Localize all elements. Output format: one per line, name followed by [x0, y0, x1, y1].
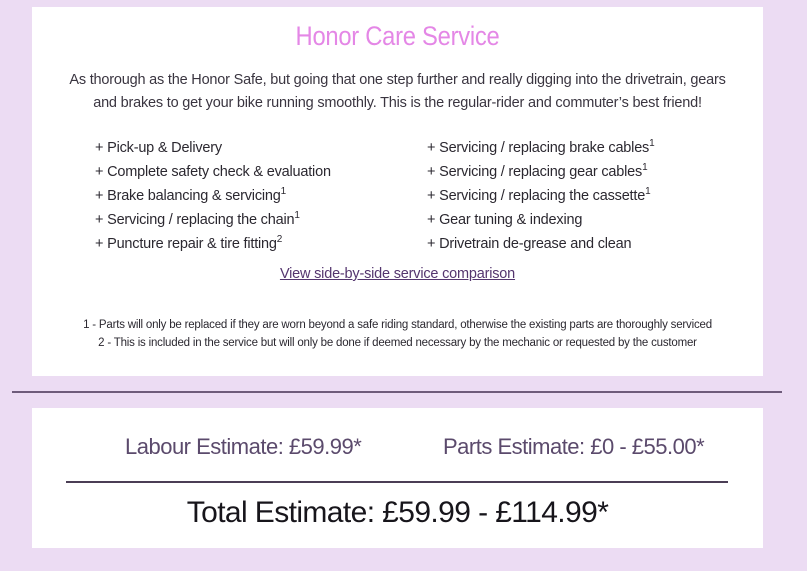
section-divider — [12, 391, 782, 393]
service-description: As thorough as the Honor Safe, but going that one step further and really digging into the drivetrain, gears and brakes to get your bike running smoothly. This is the regular-rider and commuter’s best friend! — [69, 72, 726, 111]
feature-item — [427, 208, 654, 232]
feature-text: + Gear tuning & indexing — [427, 212, 583, 228]
service-card — [32, 7, 763, 376]
feature-text: + Drivetrain de-grease and clean — [427, 236, 632, 252]
feature-item — [95, 136, 331, 160]
estimate-divider — [66, 481, 728, 483]
feature-item — [427, 184, 654, 208]
feature-item — [95, 232, 331, 256]
footnote-marker: 2 — [276, 234, 283, 246]
feature-item — [427, 160, 654, 184]
feature-text: + Brake balancing & servicing — [95, 188, 281, 204]
footnote-marker: 1 — [642, 162, 648, 174]
service-title: Honor Care Service — [295, 21, 500, 51]
footnote-1: 1 - Parts will only be replaced if they are worn beyond a safe riding standard, otherwise the existing parts are thoroughly serviced — [83, 319, 712, 331]
feature-text: + Servicing / replacing the chain — [95, 212, 295, 228]
labour-estimate: Labour Estimate: £59.99* — [125, 434, 362, 459]
footnote-marker: 1 — [294, 210, 300, 222]
feature-list-left — [95, 136, 331, 256]
feature-item — [427, 232, 654, 256]
feature-text: + Servicing / replacing gear cables — [427, 164, 643, 180]
feature-text: + Servicing / replacing the cassette — [427, 188, 646, 204]
feature-item — [427, 136, 654, 160]
estimate-card — [32, 408, 763, 548]
feature-text: + Servicing / replacing brake cables — [427, 140, 650, 156]
footnote-marker: 1 — [645, 186, 651, 198]
footnote-marker: 1 — [280, 186, 286, 198]
footnote-2: 2 - This is included in the service but will only be done if deemed necessary by the mechanic or requested by the customer — [98, 337, 697, 349]
footnote-marker: 1 — [649, 138, 655, 150]
feature-item — [95, 208, 331, 232]
feature-text: + Complete safety check & evaluation — [95, 164, 331, 180]
parts-estimate: Parts Estimate: £0 - £55.00* — [443, 434, 705, 459]
service-comparison-link[interactable]: View side-by-side service comparison — [279, 266, 516, 282]
feature-text: + Pick-up & Delivery — [95, 140, 222, 156]
feature-item — [95, 160, 331, 184]
footnotes — [32, 316, 763, 352]
total-estimate: Total Estimate: £59.99 - £114.99* — [186, 496, 609, 529]
feature-list-right — [427, 136, 654, 256]
feature-item — [95, 184, 331, 208]
feature-text: + Puncture repair & tire fitting — [95, 236, 277, 252]
